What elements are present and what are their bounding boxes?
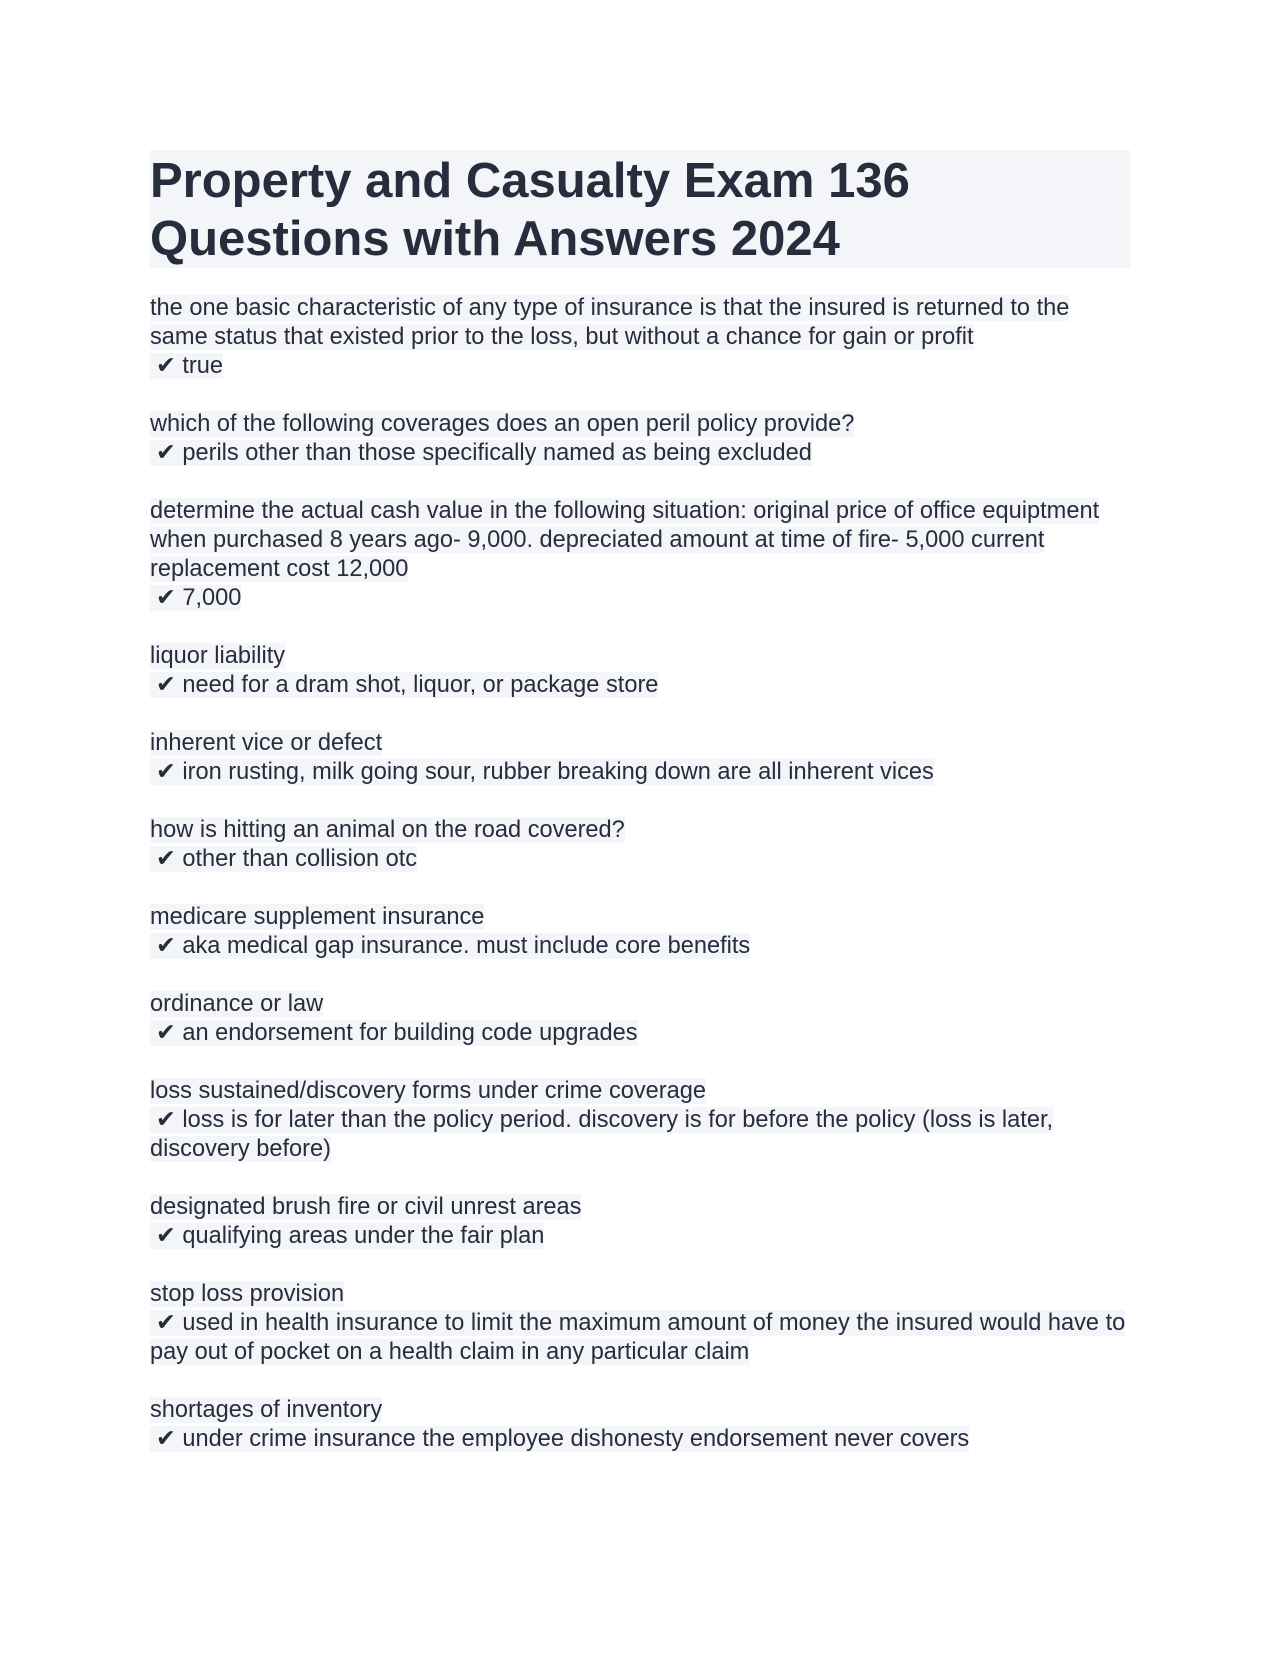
qa-item <box>150 1280 1130 1367</box>
answer-highlight <box>150 1426 969 1452</box>
check-mark-icon: ✔ <box>156 1223 176 1249</box>
answer-text: aka medical gap insurance. must include core benefits <box>182 933 751 959</box>
question-text: inherent vice or defect <box>150 730 383 756</box>
check-mark-icon: ✔ <box>156 759 176 785</box>
qa-item <box>150 990 1130 1048</box>
question-line <box>150 1077 1130 1106</box>
answer-line <box>150 1106 1130 1164</box>
qa-item <box>150 729 1130 787</box>
question-line <box>150 1193 1130 1222</box>
document-title: Property and Casualty Exam 136 Questions with Answers 2024 <box>150 150 1130 268</box>
qa-list <box>150 294 1130 1454</box>
answer-text: loss is for later than the policy period. discovery is for before the policy (loss is later, discovery before) <box>150 1107 1054 1162</box>
qa-item <box>150 1193 1130 1251</box>
question-line <box>150 294 1130 352</box>
check-mark-icon: ✔ <box>156 353 176 379</box>
question-line <box>150 903 1130 932</box>
question-text: how is hitting an animal on the road covered? <box>150 817 625 843</box>
answer-line <box>150 352 1130 381</box>
question-line <box>150 410 1130 439</box>
answer-text: other than collision otc <box>182 846 418 872</box>
question-line <box>150 497 1130 584</box>
check-mark-icon: ✔ <box>156 846 176 872</box>
answer-line <box>150 1309 1130 1367</box>
answer-text: perils other than those specifically named as being excluded <box>182 440 812 466</box>
answer-line <box>150 845 1130 874</box>
question-text: liquor liability <box>150 643 286 669</box>
qa-item <box>150 642 1130 700</box>
question-line <box>150 990 1130 1019</box>
answer-text: 7,000 <box>182 585 242 611</box>
answer-text: an endorsement for building code upgrades <box>182 1020 638 1046</box>
answer-highlight <box>150 440 812 466</box>
qa-item <box>150 1077 1130 1164</box>
qa-item <box>150 1396 1130 1454</box>
answer-highlight <box>150 933 750 959</box>
answer-text: need for a dram shot, liquor, or package store <box>182 672 659 698</box>
answer-highlight <box>150 759 934 785</box>
answer-text: qualifying areas under the fair plan <box>182 1223 545 1249</box>
answer-highlight <box>150 353 223 379</box>
question-text: loss sustained/discovery forms under crime coverage <box>150 1078 706 1104</box>
question-text: determine the actual cash value in the following situation: original price of office equiptment when purchased 8 years ago- 9,000. depreciated amount at time of fire- 5,000 current replacement cost 12,000 <box>150 498 1100 582</box>
answer-text: used in health insurance to limit the maximum amount of money the insured would have to pay out of pocket on a health claim in any particular claim <box>150 1310 1126 1365</box>
answer-line <box>150 439 1130 468</box>
check-mark-icon: ✔ <box>156 1310 176 1336</box>
question-line <box>150 816 1130 845</box>
question-text: which of the following coverages does an open peril policy provide? <box>150 411 855 437</box>
question-text: ordinance or law <box>150 991 324 1017</box>
answer-line <box>150 1425 1130 1454</box>
question-text: designated brush fire or civil unrest areas <box>150 1194 582 1220</box>
question-text: shortages of inventory <box>150 1397 383 1423</box>
check-mark-icon: ✔ <box>156 585 176 611</box>
answer-text: true <box>182 353 223 379</box>
question-text: stop loss provision <box>150 1281 345 1307</box>
qa-item <box>150 903 1130 961</box>
answer-highlight <box>150 672 658 698</box>
answer-line <box>150 1222 1130 1251</box>
document-page <box>150 150 1130 1483</box>
answer-highlight <box>150 1107 1053 1162</box>
check-mark-icon: ✔ <box>156 440 176 466</box>
answer-line <box>150 758 1130 787</box>
check-mark-icon: ✔ <box>156 672 176 698</box>
question-line <box>150 642 1130 671</box>
question-line <box>150 729 1130 758</box>
question-line <box>150 1280 1130 1309</box>
answer-highlight <box>150 1020 638 1046</box>
answer-line <box>150 584 1130 613</box>
check-mark-icon: ✔ <box>156 1107 176 1133</box>
qa-item <box>150 497 1130 613</box>
qa-item <box>150 816 1130 874</box>
check-mark-icon: ✔ <box>156 933 176 959</box>
answer-highlight <box>150 1223 544 1249</box>
question-text: the one basic characteristic of any type of insurance is that the insured is returned to the same status that existed prior to the loss, but without a chance for gain or profit <box>150 295 1070 350</box>
check-mark-icon: ✔ <box>156 1020 176 1046</box>
answer-highlight <box>150 585 241 611</box>
answer-line <box>150 1019 1130 1048</box>
answer-line <box>150 671 1130 700</box>
answer-highlight <box>150 1310 1125 1365</box>
qa-item <box>150 410 1130 468</box>
answer-highlight <box>150 846 417 872</box>
answer-text: under crime insurance the employee dishonesty endorsement never covers <box>182 1426 970 1452</box>
qa-item <box>150 294 1130 381</box>
check-mark-icon: ✔ <box>156 1426 176 1452</box>
answer-line <box>150 932 1130 961</box>
question-text: medicare supplement insurance <box>150 904 485 930</box>
answer-text: iron rusting, milk going sour, rubber breaking down are all inherent vices <box>182 759 934 785</box>
question-line <box>150 1396 1130 1425</box>
